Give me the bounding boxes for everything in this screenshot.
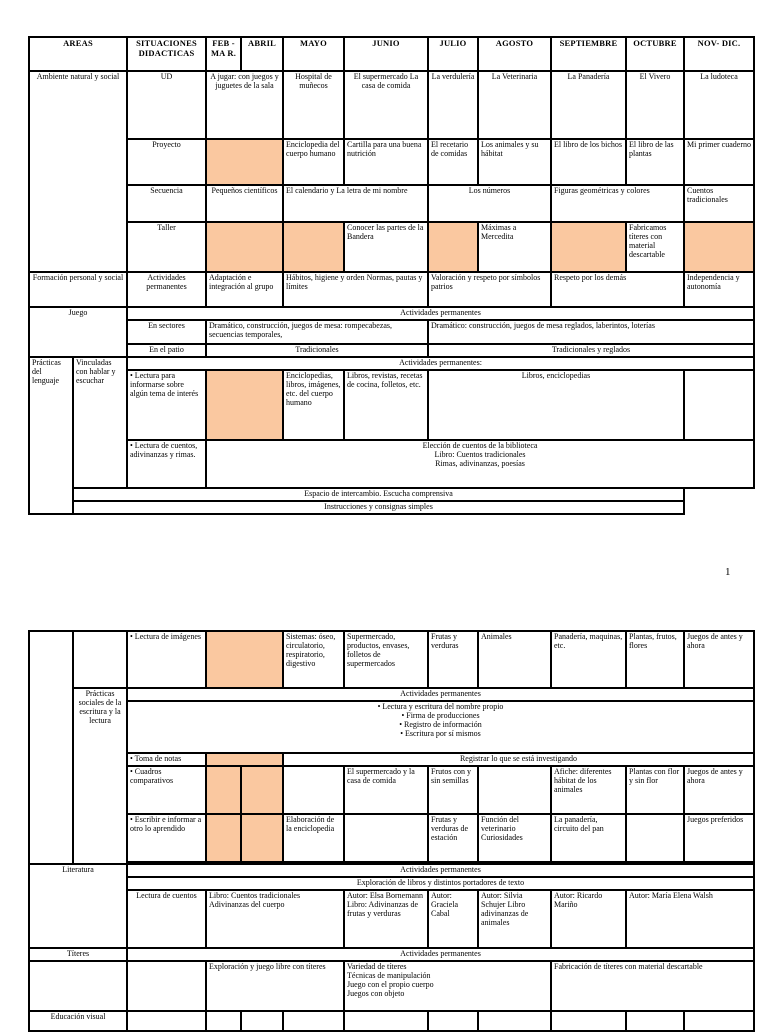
planning-table-page-1 bbox=[28, 36, 755, 515]
header-abril: ABRIL bbox=[241, 37, 283, 71]
sub-area-escritura: Prácticas sociales de la escritura y la lectura bbox=[73, 688, 127, 864]
sub-area-hablar: Vinculadas con hablar y escuchar bbox=[73, 357, 127, 488]
cell-lit-julio: Autor: Graciela Cabal bbox=[428, 890, 478, 948]
cell-escribir-septiembre: La panadería, circuito del pan bbox=[551, 814, 626, 862]
header-feb-mar: FEB -MA R. bbox=[206, 37, 241, 71]
cell-ev-5 bbox=[344, 1011, 428, 1031]
row-label-proyecto: Proyecto bbox=[127, 139, 206, 185]
cell-titeres-junio-agosto: Variedad de títeres Técnicas de manipulación Juego con el propio cuerpo Juegos con objeto bbox=[344, 961, 551, 1011]
header-julio: JULIO bbox=[428, 37, 478, 71]
cell-ev-2 bbox=[206, 1011, 241, 1031]
cell-imagenes-junio: Supermercado, productos, envases, folletos de supermercados bbox=[344, 631, 428, 688]
cell-taller-feb-abril bbox=[206, 222, 283, 272]
cell-ev-10 bbox=[684, 1011, 754, 1031]
cell-cuadros-junio: El supermercado y la casa de comida bbox=[344, 766, 428, 814]
practicas-permanentes: Actividades permanentes: bbox=[127, 357, 754, 370]
cell-ev-8 bbox=[551, 1011, 626, 1031]
cell-escribir-abril bbox=[241, 814, 283, 862]
area-ambiente: Ambiente natural y social bbox=[29, 71, 127, 272]
cell-lectura-nov-dic bbox=[684, 370, 754, 440]
cell-ud-octubre: El Vivero bbox=[626, 71, 684, 139]
planning-table-page-2 bbox=[28, 630, 755, 1032]
cell-secuencia-sep-oct: Figuras geométricas y colores bbox=[551, 185, 684, 222]
bullet-firma: • Firma de producciones bbox=[401, 710, 480, 720]
area-practicas-cont bbox=[29, 631, 73, 864]
area-titeres-cont bbox=[29, 961, 127, 1011]
cell-titeres-sep-dic: Fabricación de títeres con material descartable bbox=[551, 961, 754, 1011]
cell-secuencia-nov-dic: Cuentos tradicionales bbox=[684, 185, 754, 222]
cell-lit-oct-dic: Autor: María Elena Walsh bbox=[626, 890, 754, 948]
cell-formacion-sep-oct: Respeto por los demás bbox=[551, 272, 684, 307]
cell-escribir-mayo: Elaboración de la enciclopedia bbox=[283, 814, 344, 862]
cell-imagenes-octubre: Plantas, frutos, flores bbox=[626, 631, 684, 688]
cell-secuencia-feb-abril: Pequeños científicos bbox=[206, 185, 283, 222]
cell-cuadros-julio: Frutos con y sin semillas bbox=[428, 766, 478, 814]
header-nov-dic: NOV- DIC. bbox=[684, 37, 754, 71]
cell-ud-agosto: La Veterinaria bbox=[478, 71, 551, 139]
cell-taller-octubre: Fabricamos títeres con material descartable bbox=[626, 222, 684, 272]
cell-proyecto-septiembre: El libro de los bichos bbox=[551, 139, 626, 185]
cell-taller-junio: Conocer las partes de la Bandera bbox=[344, 222, 428, 272]
row-label-secuencia: Secuencia bbox=[127, 185, 206, 222]
bullet-registro: • Registro de información bbox=[399, 719, 482, 729]
cell-escribir-octubre bbox=[626, 814, 684, 862]
cell-ud-septiembre: La Panadería bbox=[551, 71, 626, 139]
cell-patio-b: Tradicionales y reglados bbox=[428, 344, 754, 357]
row-label-lectura-cuentos: • Lectura de cuentos, adivinanzas y rimas. bbox=[127, 440, 206, 488]
cell-lit-septiembre: Autor: Ricardo Mariño bbox=[551, 890, 626, 948]
cell-notas-feb-abril bbox=[206, 753, 283, 766]
area-educacion-visual: Educación visual bbox=[29, 1011, 127, 1031]
cell-lit-agosto: Autor: Silvia Schujer Libro adivinanzas de animales bbox=[478, 890, 551, 948]
cell-proyecto-junio: Cartilla para una buena nutrición bbox=[344, 139, 428, 185]
cell-formacion-julio-agosto: Valoración y respeto por símbolos patrios bbox=[428, 272, 551, 307]
cell-escribir-junio bbox=[344, 814, 428, 862]
cell-ud-mayo: Hospital de muñecos bbox=[283, 71, 344, 139]
header-mayo: MAYO bbox=[283, 37, 344, 71]
literatura-exploracion: Exploración de libros y distintos portadores de texto bbox=[127, 877, 754, 890]
cell-taller-julio bbox=[428, 222, 478, 272]
cell-ev-9 bbox=[626, 1011, 684, 1031]
cell-secuencia-mayo-junio: El calendario y La letra de mi nombre bbox=[283, 185, 428, 222]
row-label-formacion: Actividades permanentes bbox=[127, 272, 206, 307]
row-label-sectores: En sectores bbox=[127, 320, 206, 344]
cell-sectores-b: Dramático: construcción, juegos de mesa reglados, laberintos, loterías bbox=[428, 320, 754, 344]
page-number: 1 bbox=[725, 566, 731, 578]
cell-lectura-mayo: Enciclopedias, libros, imágenes, etc. del cuerpo humano bbox=[283, 370, 344, 440]
cell-proyecto-nov-dic: Mi primer cuaderno bbox=[684, 139, 754, 185]
header-octubre: OCTUBRE bbox=[626, 37, 684, 71]
bullet-nombre-propio: • Lectura y escritura del nombre propio bbox=[377, 701, 504, 711]
area-juego: Juego bbox=[29, 307, 127, 357]
cell-patio-a: Tradicionales bbox=[206, 344, 428, 357]
cell-cuadros-mayo bbox=[283, 766, 344, 814]
cell-secuencia-julio-agosto: Los números bbox=[428, 185, 551, 222]
cell-cuadros-nov-dic: Juegos de antes y ahora bbox=[684, 766, 754, 814]
cell-ev-6 bbox=[428, 1011, 478, 1031]
cell-taller-mayo bbox=[283, 222, 344, 272]
cell-proyecto-feb-abril bbox=[206, 139, 283, 185]
cell-escribir-agosto: Función del veterinario Curiosidades bbox=[478, 814, 551, 862]
cell-notas-text: Registrar lo que se está investigando bbox=[283, 753, 754, 766]
row-label-ud: UD bbox=[127, 71, 206, 139]
row-label-escribir: • Escribir e informar a otro lo aprendido bbox=[127, 814, 206, 862]
cell-proyecto-mayo: Enciclopedia del cuerpo humano bbox=[283, 139, 344, 185]
literatura-permanentes: Actividades permanentes bbox=[127, 864, 754, 877]
cell-formacion-feb-abril: Adaptación e integración al grupo bbox=[206, 272, 283, 307]
titeres-permanentes: Actividades permanentes bbox=[127, 948, 754, 961]
cell-escribir-nov-dic: Juegos preferidos bbox=[684, 814, 754, 862]
area-literatura: Literatura bbox=[29, 864, 127, 948]
cell-titeres-feb-mayo: Exploración y juego libre con títeres bbox=[206, 961, 344, 1011]
area-practicas: Prácticas del lenguaje bbox=[29, 357, 73, 514]
bullet-escritura: • Escritura por sí mismos bbox=[400, 728, 481, 738]
cell-ev-4 bbox=[283, 1011, 344, 1031]
header-areas: AREAS bbox=[29, 37, 127, 71]
cell-formacion-mayo-junio: Hábitos, higiene y orden Normas, pautas y límites bbox=[283, 272, 428, 307]
bullets-list bbox=[127, 701, 754, 753]
instrucciones-consignas: Instrucciones y consignas simples bbox=[73, 501, 684, 514]
cell-imagenes-julio: Frutas y verduras bbox=[428, 631, 478, 688]
cell-imagenes-agosto: Animales bbox=[478, 631, 551, 688]
cell-ud-junio: El supermercado La casa de comida bbox=[344, 71, 428, 139]
cell-ev-7 bbox=[478, 1011, 551, 1031]
header-septiembre: SEPTIEMBRE bbox=[551, 37, 626, 71]
sub-area-blank bbox=[73, 631, 127, 688]
cell-imagenes-septiembre: Panadería, maquinas, etc. bbox=[551, 631, 626, 688]
area-formacion: Formación personal y social bbox=[29, 272, 127, 307]
cell-lit-junio: Autor: Elsa Bornemann Libro: Adivinanzas de frutas y verduras bbox=[344, 890, 428, 948]
row-label-lectura-cuentos-lit: Lectura de cuentos bbox=[127, 890, 206, 948]
cell-lit-feb-mayo: Libro: Cuentos tradicionales Adivinanzas del cuerpo bbox=[206, 890, 344, 948]
row-label-toma-notas: • Toma de notas bbox=[127, 753, 206, 766]
cell-cuadros-septiembre: Afiche: diferentes hábitat de los animales bbox=[551, 766, 626, 814]
cell-lectura-feb-abril bbox=[206, 370, 283, 440]
cell-escribir-julio: Frutas y verduras de estación bbox=[428, 814, 478, 862]
cell-taller-agosto: Máximas a Mercedita bbox=[478, 222, 551, 272]
header-situaciones: SITUACIONES DIDACTICAS bbox=[127, 37, 206, 71]
espacio-intercambio: Espacio de intercambio. Escucha comprensiva bbox=[73, 488, 684, 501]
row-label-lectura-imagenes: • Lectura de imágenes bbox=[127, 631, 206, 688]
cell-ud-feb-abril: A jugar: con juegos y juguetes de la sala bbox=[206, 71, 283, 139]
cell-taller-nov-dic bbox=[684, 222, 754, 272]
header-junio: JUNIO bbox=[344, 37, 428, 71]
cell-lectura-julio-octubre: Libros, enciclopedias bbox=[428, 370, 684, 440]
cell-imagenes-feb-abril bbox=[206, 631, 283, 688]
cell-proyecto-agosto: Los animales y su hábitat bbox=[478, 139, 551, 185]
cell-escribir-feb bbox=[206, 814, 241, 862]
p2-permanentes: Actividades permanentes bbox=[127, 688, 754, 701]
cell-proyecto-julio: El recetario de comidas bbox=[428, 139, 478, 185]
cell-cuadros-agosto bbox=[478, 766, 551, 814]
cell-lectura-junio: Libros, revistas, recetas de cocina, folletos, etc. bbox=[344, 370, 428, 440]
cell-formacion-nov-dic: Independencia y autonomía bbox=[684, 272, 754, 307]
cell-ev-1 bbox=[127, 1011, 206, 1031]
cell-titeres-blank bbox=[127, 961, 206, 1011]
cell-lectura-cuentos: Elección de cuentos de la biblioteca Libro: Cuentos tradicionales Rimas, adivinanzas, poesías bbox=[206, 440, 754, 488]
row-label-cuadros: • Cuadros comparativos bbox=[127, 766, 206, 814]
row-label-taller: Taller bbox=[127, 222, 206, 272]
cell-taller-septiembre bbox=[551, 222, 626, 272]
header-agosto: AGOSTO bbox=[478, 37, 551, 71]
cell-ud-julio: La verdulería bbox=[428, 71, 478, 139]
cell-imagenes-nov-dic: Juegos de antes y ahora bbox=[684, 631, 754, 688]
cell-ud-nov-dic: La ludoteca bbox=[684, 71, 754, 139]
row-label-patio: En el patio bbox=[127, 344, 206, 357]
cell-proyecto-octubre: El libro de las plantas bbox=[626, 139, 684, 185]
row-label-lectura-informarse: • Lectura para informarse sobre algún tema de interés bbox=[127, 370, 206, 440]
juego-permanentes: Actividades permanentes bbox=[127, 307, 754, 320]
cell-sectores-a: Dramático, construcción, juegos de mesa: rompecabezas, secuencias temporales, bbox=[206, 320, 428, 344]
cell-cuadros-abril bbox=[241, 766, 283, 814]
cell-imagenes-mayo: Sistemas: óseo, circulatorio, respiratorio, digestivo bbox=[283, 631, 344, 688]
cell-ev-3 bbox=[241, 1011, 283, 1031]
area-titeres: Títeres bbox=[29, 948, 127, 961]
cell-cuadros-feb bbox=[206, 766, 241, 814]
cell-cuadros-octubre: Plantas con flor y sin flor bbox=[626, 766, 684, 814]
